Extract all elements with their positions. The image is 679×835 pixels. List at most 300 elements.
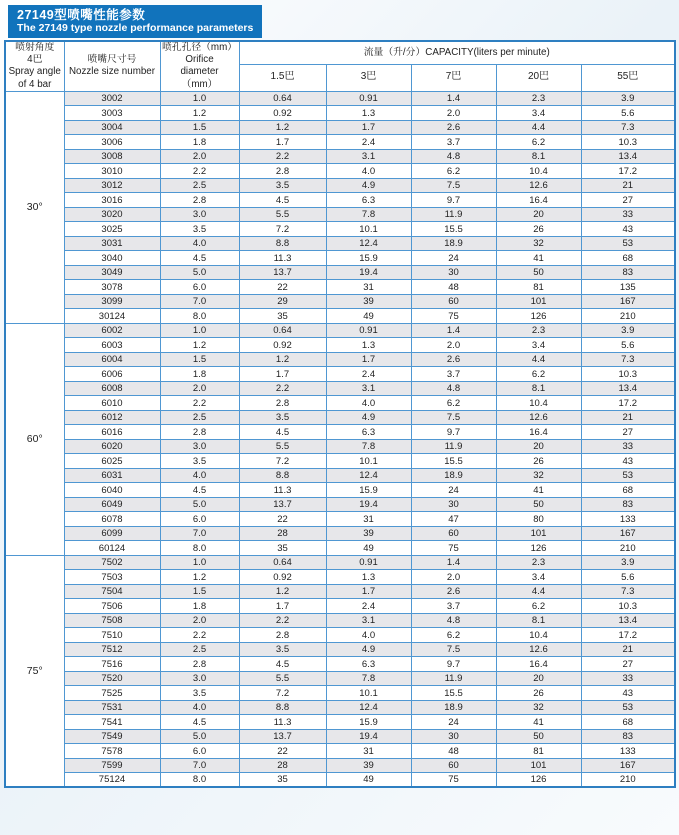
header-orifice-en3: （mm） xyxy=(181,78,218,90)
orifice-diameter-cell: 2.0 xyxy=(160,613,239,628)
flow-55bar-cell: 135 xyxy=(581,280,675,295)
table-row xyxy=(5,309,675,324)
flow-55bar-cell: 27 xyxy=(581,657,675,672)
flow-20bar-cell: 26 xyxy=(496,686,581,701)
flow-3bar-cell: 1.7 xyxy=(326,584,411,599)
flow-7bar-cell: 60 xyxy=(411,526,496,541)
orifice-diameter-cell: 4.0 xyxy=(160,468,239,483)
orifice-diameter-cell: 6.0 xyxy=(160,280,239,295)
orifice-diameter-cell: 7.0 xyxy=(160,758,239,773)
flow-55bar-cell: 210 xyxy=(581,309,675,324)
flow-7bar-cell: 75 xyxy=(411,541,496,556)
flow-3bar-cell: 49 xyxy=(326,541,411,556)
flow-7bar-cell: 2.0 xyxy=(411,570,496,585)
flow-1-5bar-cell: 7.2 xyxy=(239,222,326,237)
header-pressure-20bar: 20巴 xyxy=(496,64,581,91)
nozzle-size-cell: 3003 xyxy=(64,106,160,121)
flow-1-5bar-cell: 0.92 xyxy=(239,570,326,585)
flow-1-5bar-cell: 1.7 xyxy=(239,599,326,614)
flow-7bar-cell: 4.8 xyxy=(411,613,496,628)
table-row xyxy=(5,381,675,396)
nozzle-size-cell: 6006 xyxy=(64,367,160,382)
flow-1-5bar-cell: 22 xyxy=(239,280,326,295)
nozzle-size-cell: 6099 xyxy=(64,526,160,541)
orifice-diameter-cell: 4.5 xyxy=(160,483,239,498)
header-spray-angle-en1: Spray angle xyxy=(8,66,61,78)
flow-55bar-cell: 167 xyxy=(581,526,675,541)
orifice-diameter-cell: 1.2 xyxy=(160,106,239,121)
flow-20bar-cell: 10.4 xyxy=(496,628,581,643)
table-row xyxy=(5,396,675,411)
table-row xyxy=(5,700,675,715)
flow-3bar-cell: 4.0 xyxy=(326,628,411,643)
flow-1-5bar-cell: 5.5 xyxy=(239,207,326,222)
flow-7bar-cell: 24 xyxy=(411,483,496,498)
flow-7bar-cell: 4.8 xyxy=(411,149,496,164)
table-row xyxy=(5,497,675,512)
flow-55bar-cell: 210 xyxy=(581,773,675,788)
nozzle-size-cell: 7512 xyxy=(64,642,160,657)
table-row xyxy=(5,352,675,367)
orifice-diameter-cell: 2.0 xyxy=(160,381,239,396)
flow-1-5bar-cell: 11.3 xyxy=(239,483,326,498)
flow-55bar-cell: 10.3 xyxy=(581,599,675,614)
header-pressure-55bar: 55巴 xyxy=(581,64,675,91)
table-row xyxy=(5,294,675,309)
flow-1-5bar-cell: 35 xyxy=(239,541,326,556)
nozzle-size-cell: 3002 xyxy=(64,91,160,106)
flow-7bar-cell: 18.9 xyxy=(411,236,496,251)
flow-3bar-cell: 10.1 xyxy=(326,686,411,701)
table-row xyxy=(5,758,675,773)
flow-55bar-cell: 68 xyxy=(581,251,675,266)
orifice-diameter-cell: 3.0 xyxy=(160,207,239,222)
table-row xyxy=(5,338,675,353)
flow-20bar-cell: 50 xyxy=(496,729,581,744)
flow-3bar-cell: 12.4 xyxy=(326,700,411,715)
header-nozzle-size xyxy=(64,41,160,91)
nozzle-size-cell: 6020 xyxy=(64,439,160,454)
nozzle-size-cell: 3049 xyxy=(64,265,160,280)
nozzle-size-cell: 7506 xyxy=(64,599,160,614)
orifice-diameter-cell: 1.5 xyxy=(160,352,239,367)
flow-3bar-cell: 12.4 xyxy=(326,236,411,251)
flow-55bar-cell: 10.3 xyxy=(581,367,675,382)
nozzle-size-cell: 7502 xyxy=(64,555,160,570)
nozzle-size-cell: 6004 xyxy=(64,352,160,367)
header-orifice-zh: 喷孔孔径（mm） xyxy=(161,42,238,53)
flow-1-5bar-cell: 11.3 xyxy=(239,715,326,730)
flow-55bar-cell: 10.3 xyxy=(581,135,675,150)
orifice-diameter-cell: 4.0 xyxy=(160,236,239,251)
flow-55bar-cell: 43 xyxy=(581,686,675,701)
flow-3bar-cell: 7.8 xyxy=(326,671,411,686)
nozzle-size-cell: 7549 xyxy=(64,729,160,744)
flow-55bar-cell: 133 xyxy=(581,744,675,759)
flow-7bar-cell: 24 xyxy=(411,715,496,730)
flow-55bar-cell: 53 xyxy=(581,700,675,715)
flow-20bar-cell: 2.3 xyxy=(496,555,581,570)
flow-7bar-cell: 48 xyxy=(411,280,496,295)
table-row xyxy=(5,367,675,382)
flow-20bar-cell: 26 xyxy=(496,454,581,469)
flow-1-5bar-cell: 3.5 xyxy=(239,178,326,193)
nozzle-size-cell: 3040 xyxy=(64,251,160,266)
flow-3bar-cell: 4.9 xyxy=(326,410,411,425)
table-row xyxy=(5,512,675,527)
flow-7bar-cell: 3.7 xyxy=(411,135,496,150)
flow-1-5bar-cell: 2.8 xyxy=(239,164,326,179)
flow-55bar-cell: 33 xyxy=(581,671,675,686)
flow-55bar-cell: 33 xyxy=(581,207,675,222)
table-row xyxy=(5,555,675,570)
flow-55bar-cell: 21 xyxy=(581,410,675,425)
flow-3bar-cell: 39 xyxy=(326,526,411,541)
flow-3bar-cell: 6.3 xyxy=(326,193,411,208)
table-row xyxy=(5,526,675,541)
orifice-diameter-cell: 4.5 xyxy=(160,715,239,730)
flow-1-5bar-cell: 8.8 xyxy=(239,700,326,715)
nozzle-performance-table xyxy=(4,40,676,788)
nozzle-size-cell: 7503 xyxy=(64,570,160,585)
orifice-diameter-cell: 2.2 xyxy=(160,628,239,643)
orifice-diameter-cell: 7.0 xyxy=(160,294,239,309)
flow-55bar-cell: 7.3 xyxy=(581,584,675,599)
flow-20bar-cell: 41 xyxy=(496,251,581,266)
flow-1-5bar-cell: 2.2 xyxy=(239,381,326,396)
flow-7bar-cell: 9.7 xyxy=(411,193,496,208)
table-row xyxy=(5,120,675,135)
flow-20bar-cell: 126 xyxy=(496,773,581,788)
flow-20bar-cell: 41 xyxy=(496,483,581,498)
flow-55bar-cell: 167 xyxy=(581,758,675,773)
flow-3bar-cell: 39 xyxy=(326,758,411,773)
flow-20bar-cell: 4.4 xyxy=(496,352,581,367)
flow-55bar-cell: 21 xyxy=(581,642,675,657)
nozzle-size-cell: 6025 xyxy=(64,454,160,469)
flow-55bar-cell: 43 xyxy=(581,454,675,469)
flow-20bar-cell: 8.1 xyxy=(496,381,581,396)
flow-20bar-cell: 2.3 xyxy=(496,323,581,338)
table-row xyxy=(5,164,675,179)
flow-55bar-cell: 53 xyxy=(581,236,675,251)
nozzle-size-cell: 7525 xyxy=(64,686,160,701)
table-row xyxy=(5,425,675,440)
flow-20bar-cell: 20 xyxy=(496,671,581,686)
flow-1-5bar-cell: 4.5 xyxy=(239,425,326,440)
orifice-diameter-cell: 1.8 xyxy=(160,367,239,382)
flow-20bar-cell: 32 xyxy=(496,468,581,483)
header-spray-angle-zh: 喷射角度 xyxy=(15,42,55,53)
flow-3bar-cell: 4.9 xyxy=(326,642,411,657)
flow-55bar-cell: 68 xyxy=(581,483,675,498)
orifice-diameter-cell: 1.5 xyxy=(160,120,239,135)
flow-1-5bar-cell: 0.92 xyxy=(239,338,326,353)
flow-3bar-cell: 15.9 xyxy=(326,251,411,266)
flow-55bar-cell: 21 xyxy=(581,178,675,193)
flow-55bar-cell: 5.6 xyxy=(581,570,675,585)
orifice-diameter-cell: 8.0 xyxy=(160,309,239,324)
flow-3bar-cell: 2.4 xyxy=(326,599,411,614)
orifice-diameter-cell: 1.0 xyxy=(160,555,239,570)
flow-20bar-cell: 8.1 xyxy=(496,613,581,628)
flow-55bar-cell: 133 xyxy=(581,512,675,527)
flow-3bar-cell: 6.3 xyxy=(326,425,411,440)
flow-7bar-cell: 75 xyxy=(411,309,496,324)
flow-55bar-cell: 3.9 xyxy=(581,555,675,570)
header-pressure-3bar: 3巴 xyxy=(326,64,411,91)
flow-3bar-cell: 31 xyxy=(326,744,411,759)
table-row xyxy=(5,178,675,193)
table-row xyxy=(5,671,675,686)
flow-1-5bar-cell: 13.7 xyxy=(239,497,326,512)
nozzle-size-cell: 6008 xyxy=(64,381,160,396)
table-row xyxy=(5,657,675,672)
orifice-diameter-cell: 3.0 xyxy=(160,671,239,686)
flow-55bar-cell: 83 xyxy=(581,497,675,512)
flow-7bar-cell: 6.2 xyxy=(411,396,496,411)
flow-55bar-cell: 17.2 xyxy=(581,396,675,411)
nozzle-size-cell: 7516 xyxy=(64,657,160,672)
orifice-diameter-cell: 5.0 xyxy=(160,729,239,744)
flow-3bar-cell: 0.91 xyxy=(326,555,411,570)
flow-3bar-cell: 1.7 xyxy=(326,352,411,367)
nozzle-size-cell: 6010 xyxy=(64,396,160,411)
flow-20bar-cell: 3.4 xyxy=(496,338,581,353)
nozzle-size-cell: 75124 xyxy=(64,773,160,788)
orifice-diameter-cell: 1.0 xyxy=(160,91,239,106)
flow-7bar-cell: 2.6 xyxy=(411,352,496,367)
flow-3bar-cell: 31 xyxy=(326,280,411,295)
orifice-diameter-cell: 1.0 xyxy=(160,323,239,338)
flow-1-5bar-cell: 7.2 xyxy=(239,686,326,701)
flow-7bar-cell: 3.7 xyxy=(411,599,496,614)
page-title-zh: 27149型喷嘴性能参数 xyxy=(17,8,146,22)
flow-7bar-cell: 30 xyxy=(411,729,496,744)
orifice-diameter-cell: 7.0 xyxy=(160,526,239,541)
table-row xyxy=(5,410,675,425)
flow-7bar-cell: 9.7 xyxy=(411,657,496,672)
table-row xyxy=(5,570,675,585)
table-body xyxy=(5,91,675,787)
flow-20bar-cell: 10.4 xyxy=(496,164,581,179)
flow-7bar-cell: 30 xyxy=(411,265,496,280)
flow-1-5bar-cell: 1.2 xyxy=(239,352,326,367)
flow-1-5bar-cell: 11.3 xyxy=(239,251,326,266)
header-orifice-en1: Orifice xyxy=(185,54,214,66)
nozzle-size-cell: 3004 xyxy=(64,120,160,135)
flow-1-5bar-cell: 0.64 xyxy=(239,555,326,570)
table-row xyxy=(5,207,675,222)
flow-20bar-cell: 2.3 xyxy=(496,91,581,106)
nozzle-size-cell: 60124 xyxy=(64,541,160,556)
nozzle-size-cell: 6040 xyxy=(64,483,160,498)
flow-1-5bar-cell: 29 xyxy=(239,294,326,309)
flow-55bar-cell: 83 xyxy=(581,729,675,744)
orifice-diameter-cell: 1.2 xyxy=(160,570,239,585)
flow-20bar-cell: 80 xyxy=(496,512,581,527)
table-row xyxy=(5,613,675,628)
flow-1-5bar-cell: 4.5 xyxy=(239,193,326,208)
header-spray-angle-en2: of 4 bar xyxy=(18,78,52,90)
table-row xyxy=(5,265,675,280)
flow-3bar-cell: 3.1 xyxy=(326,381,411,396)
table-row xyxy=(5,744,675,759)
flow-3bar-cell: 6.3 xyxy=(326,657,411,672)
table-row xyxy=(5,642,675,657)
orifice-diameter-cell: 8.0 xyxy=(160,773,239,788)
flow-1-5bar-cell: 8.8 xyxy=(239,468,326,483)
table-row xyxy=(5,715,675,730)
orifice-diameter-cell: 3.5 xyxy=(160,222,239,237)
nozzle-size-cell: 3016 xyxy=(64,193,160,208)
table-row xyxy=(5,773,675,788)
nozzle-size-cell: 7599 xyxy=(64,758,160,773)
flow-7bar-cell: 30 xyxy=(411,497,496,512)
flow-3bar-cell: 49 xyxy=(326,773,411,788)
nozzle-size-cell: 6002 xyxy=(64,323,160,338)
flow-3bar-cell: 1.7 xyxy=(326,120,411,135)
flow-7bar-cell: 15.5 xyxy=(411,686,496,701)
flow-55bar-cell: 17.2 xyxy=(581,628,675,643)
flow-1-5bar-cell: 2.8 xyxy=(239,628,326,643)
flow-1-5bar-cell: 0.64 xyxy=(239,323,326,338)
table-row xyxy=(5,280,675,295)
flow-20bar-cell: 16.4 xyxy=(496,657,581,672)
flow-20bar-cell: 32 xyxy=(496,700,581,715)
flow-55bar-cell: 210 xyxy=(581,541,675,556)
flow-3bar-cell: 39 xyxy=(326,294,411,309)
flow-1-5bar-cell: 22 xyxy=(239,744,326,759)
flow-1-5bar-cell: 1.2 xyxy=(239,584,326,599)
flow-1-5bar-cell: 8.8 xyxy=(239,236,326,251)
flow-1-5bar-cell: 1.7 xyxy=(239,135,326,150)
flow-3bar-cell: 10.1 xyxy=(326,454,411,469)
flow-7bar-cell: 2.6 xyxy=(411,120,496,135)
flow-20bar-cell: 20 xyxy=(496,439,581,454)
header-pressure-7bar: 7巴 xyxy=(411,64,496,91)
flow-55bar-cell: 13.4 xyxy=(581,613,675,628)
orifice-diameter-cell: 4.5 xyxy=(160,251,239,266)
flow-7bar-cell: 11.9 xyxy=(411,671,496,686)
nozzle-size-cell: 3008 xyxy=(64,149,160,164)
flow-3bar-cell: 19.4 xyxy=(326,265,411,280)
orifice-diameter-cell: 1.8 xyxy=(160,135,239,150)
table-row xyxy=(5,149,675,164)
flow-20bar-cell: 12.6 xyxy=(496,642,581,657)
orifice-diameter-cell: 2.5 xyxy=(160,178,239,193)
flow-7bar-cell: 18.9 xyxy=(411,700,496,715)
table-row xyxy=(5,193,675,208)
flow-20bar-cell: 12.6 xyxy=(496,178,581,193)
table-row xyxy=(5,483,675,498)
flow-20bar-cell: 20 xyxy=(496,207,581,222)
header-orifice-en2: diameter xyxy=(180,66,219,78)
header-capacity: 流量（升/分）CAPACITY(liters per minute) xyxy=(239,41,675,64)
table-row xyxy=(5,628,675,643)
table-header xyxy=(5,41,675,91)
flow-7bar-cell: 75 xyxy=(411,773,496,788)
flow-55bar-cell: 5.6 xyxy=(581,338,675,353)
flow-1-5bar-cell: 5.5 xyxy=(239,439,326,454)
orifice-diameter-cell: 1.5 xyxy=(160,584,239,599)
flow-7bar-cell: 1.4 xyxy=(411,555,496,570)
flow-20bar-cell: 126 xyxy=(496,309,581,324)
flow-20bar-cell: 50 xyxy=(496,265,581,280)
orifice-diameter-cell: 4.0 xyxy=(160,700,239,715)
flow-20bar-cell: 81 xyxy=(496,280,581,295)
flow-20bar-cell: 6.2 xyxy=(496,135,581,150)
orifice-diameter-cell: 1.8 xyxy=(160,599,239,614)
nozzle-size-cell: 3099 xyxy=(64,294,160,309)
flow-3bar-cell: 19.4 xyxy=(326,729,411,744)
nozzle-size-cell: 7520 xyxy=(64,671,160,686)
flow-20bar-cell: 101 xyxy=(496,526,581,541)
table-row xyxy=(5,686,675,701)
flow-20bar-cell: 3.4 xyxy=(496,106,581,121)
flow-55bar-cell: 27 xyxy=(581,193,675,208)
orifice-diameter-cell: 3.5 xyxy=(160,454,239,469)
flow-7bar-cell: 60 xyxy=(411,758,496,773)
flow-1-5bar-cell: 2.8 xyxy=(239,396,326,411)
flow-7bar-cell: 7.5 xyxy=(411,642,496,657)
flow-3bar-cell: 3.1 xyxy=(326,613,411,628)
nozzle-size-cell: 3020 xyxy=(64,207,160,222)
orifice-diameter-cell: 6.0 xyxy=(160,744,239,759)
table-row xyxy=(5,729,675,744)
flow-7bar-cell: 9.7 xyxy=(411,425,496,440)
flow-1-5bar-cell: 13.7 xyxy=(239,729,326,744)
flow-3bar-cell: 1.3 xyxy=(326,338,411,353)
table-row xyxy=(5,323,675,338)
nozzle-size-cell: 7578 xyxy=(64,744,160,759)
nozzle-size-cell: 6078 xyxy=(64,512,160,527)
flow-1-5bar-cell: 0.64 xyxy=(239,91,326,106)
orifice-diameter-cell: 2.2 xyxy=(160,164,239,179)
flow-20bar-cell: 26 xyxy=(496,222,581,237)
table-row xyxy=(5,541,675,556)
orifice-diameter-cell: 2.5 xyxy=(160,410,239,425)
flow-1-5bar-cell: 28 xyxy=(239,526,326,541)
flow-3bar-cell: 19.4 xyxy=(326,497,411,512)
table-row xyxy=(5,439,675,454)
nozzle-size-cell: 6003 xyxy=(64,338,160,353)
flow-1-5bar-cell: 1.7 xyxy=(239,367,326,382)
flow-55bar-cell: 53 xyxy=(581,468,675,483)
flow-3bar-cell: 2.4 xyxy=(326,367,411,382)
flow-20bar-cell: 126 xyxy=(496,541,581,556)
flow-3bar-cell: 15.9 xyxy=(326,483,411,498)
flow-20bar-cell: 3.4 xyxy=(496,570,581,585)
flow-3bar-cell: 0.91 xyxy=(326,91,411,106)
flow-1-5bar-cell: 28 xyxy=(239,758,326,773)
flow-3bar-cell: 12.4 xyxy=(326,468,411,483)
flow-7bar-cell: 6.2 xyxy=(411,628,496,643)
header-spray-angle xyxy=(5,41,64,91)
orifice-diameter-cell: 5.0 xyxy=(160,497,239,512)
page-title-en: The 27149 type nozzle performance parameters xyxy=(17,22,254,35)
spray-angle-cell: 75° xyxy=(5,555,64,787)
flow-55bar-cell: 3.9 xyxy=(581,323,675,338)
flow-55bar-cell: 68 xyxy=(581,715,675,730)
orifice-diameter-cell: 2.0 xyxy=(160,149,239,164)
flow-1-5bar-cell: 4.5 xyxy=(239,657,326,672)
nozzle-size-cell: 6031 xyxy=(64,468,160,483)
flow-3bar-cell: 4.0 xyxy=(326,164,411,179)
flow-7bar-cell: 4.8 xyxy=(411,381,496,396)
flow-1-5bar-cell: 3.5 xyxy=(239,642,326,657)
orifice-diameter-cell: 2.8 xyxy=(160,425,239,440)
